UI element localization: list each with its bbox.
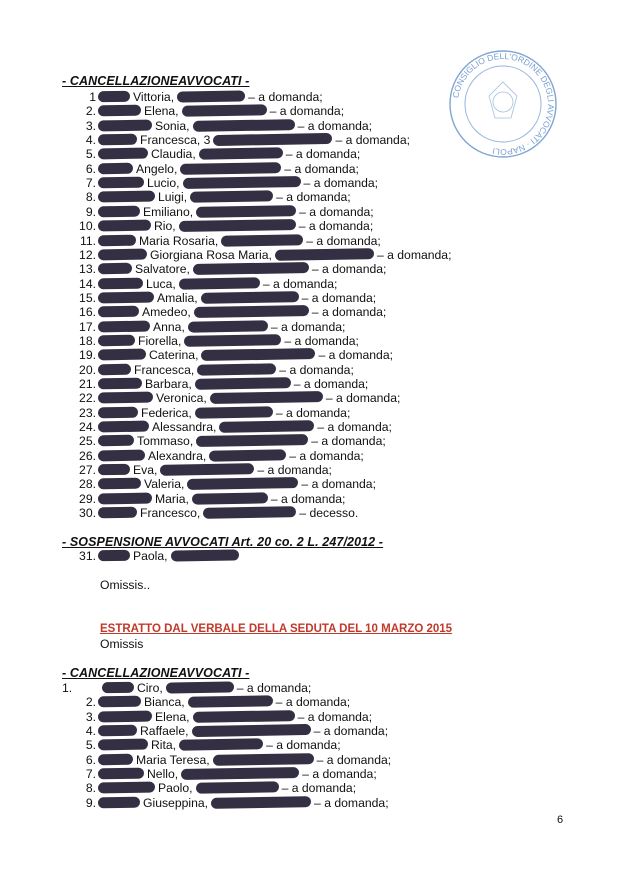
status-text: – a domanda; xyxy=(276,190,351,205)
person-name: Maria Rosaria, xyxy=(139,233,219,248)
redaction-bar xyxy=(98,449,145,461)
redaction-bar xyxy=(197,363,276,375)
list-item xyxy=(62,753,391,767)
redaction-bar xyxy=(98,191,155,203)
list-item xyxy=(62,104,344,118)
redaction-bar xyxy=(194,305,309,318)
list-item xyxy=(62,681,311,695)
person-name: Amedeo, xyxy=(142,305,191,320)
redaction-bar xyxy=(98,220,151,232)
redaction-bar xyxy=(98,739,148,751)
list-item xyxy=(62,377,368,391)
item-number: 23. xyxy=(79,405,96,420)
item-number: 2. xyxy=(85,695,96,710)
status-text: – a domanda; xyxy=(236,681,312,695)
redaction-bar xyxy=(195,406,273,418)
list-item xyxy=(62,305,386,319)
redaction-bar xyxy=(98,320,150,332)
item-number: 6. xyxy=(85,161,96,176)
status-text: – a domanda; xyxy=(279,362,354,377)
status-text: – a domanda; xyxy=(311,305,387,320)
redaction-bar xyxy=(98,710,152,722)
redaction-bar xyxy=(179,219,296,232)
person-name: Anna, xyxy=(153,319,185,334)
person-name: Caterina, xyxy=(149,348,199,363)
item-number: 7. xyxy=(85,767,96,782)
status-text: – a domanda; xyxy=(284,161,359,176)
redaction-bar xyxy=(203,506,296,519)
item-number: 31. xyxy=(79,549,96,563)
redaction-bar xyxy=(177,90,245,102)
person-name: Rita, xyxy=(151,738,177,753)
status-text: – a domanda; xyxy=(257,463,332,478)
redaction-bar xyxy=(98,421,149,433)
person-name: Raffaele, xyxy=(140,724,189,739)
redaction-bar xyxy=(210,391,323,404)
list-item xyxy=(62,190,351,204)
redaction-bar xyxy=(98,134,137,146)
redaction-bar xyxy=(201,348,315,361)
redaction-bar xyxy=(188,696,273,708)
redaction-bar xyxy=(180,162,281,175)
person-name: Barbara, xyxy=(145,377,192,391)
redaction-bar xyxy=(98,696,141,708)
list-item xyxy=(62,549,242,563)
list-item xyxy=(62,449,364,463)
person-name: Ciro, xyxy=(137,681,163,695)
item-number: 4. xyxy=(85,724,96,739)
section-heading-sospensione: - SOSPENSIONE AVVOCATI Art. 20 co. 2 L. 247/2012 - xyxy=(62,535,384,549)
list-item xyxy=(62,162,359,176)
item-number: 1. xyxy=(62,681,73,695)
redaction-bar xyxy=(98,392,153,404)
redaction-bar xyxy=(211,796,311,809)
person-name: Vittoria, xyxy=(133,90,175,104)
redaction-bar xyxy=(213,753,314,766)
redaction-bar xyxy=(195,377,291,390)
item-number: 3. xyxy=(85,709,96,724)
section-heading-cancellazione: - CANCELLAZIONEAVVOCATI - xyxy=(62,74,250,88)
item-number: 5. xyxy=(85,738,96,753)
redaction-bar xyxy=(102,682,134,694)
redaction-bar xyxy=(195,782,278,794)
redaction-bar xyxy=(98,725,137,737)
list-item xyxy=(62,277,337,291)
status-text: – a domanda; xyxy=(306,233,381,248)
redaction-bar xyxy=(98,492,152,504)
redaction-bar xyxy=(98,234,136,246)
person-name: Sonia, xyxy=(155,118,190,133)
redaction-bar xyxy=(192,492,268,504)
redaction-bar xyxy=(182,176,300,189)
status-text: – a domanda; xyxy=(376,247,452,262)
person-name: Amalia, xyxy=(157,290,198,305)
redaction-bar xyxy=(98,406,138,418)
status-text: – a domanda; xyxy=(317,420,392,435)
person-name: Angelo, xyxy=(136,161,178,176)
redaction-bar xyxy=(98,435,134,447)
item-number: 15. xyxy=(79,290,96,305)
person-name: Nello, xyxy=(147,767,179,782)
person-name: Giorgiana Rosa Maria, xyxy=(150,247,272,262)
person-name: Emiliano, xyxy=(143,204,194,219)
extract-omissis: Omissis xyxy=(100,637,144,651)
status-text: – a domanda; xyxy=(335,133,410,148)
person-name: Fiorella, xyxy=(138,333,182,348)
item-number: 6. xyxy=(85,752,96,767)
redaction-bar xyxy=(98,768,144,780)
redaction-bar xyxy=(98,507,137,519)
item-number: 25. xyxy=(79,434,96,449)
list-item xyxy=(62,506,358,520)
person-name: Paola, xyxy=(133,549,168,563)
status-text: – decesso. xyxy=(299,506,359,521)
person-name: Eva, xyxy=(133,463,158,478)
extract-title: ESTRATTO DAL VERBALE DELLA SEDUTA DEL 10 MARZO 2015 xyxy=(100,623,453,635)
status-text: – a domanda; xyxy=(301,290,377,305)
status-text: – a domanda; xyxy=(303,176,379,191)
omissis-text: Omissis.. xyxy=(100,578,151,592)
list-item xyxy=(62,147,360,161)
list-item xyxy=(62,724,388,738)
list-item xyxy=(62,291,376,305)
redaction-bar xyxy=(188,320,268,332)
person-name: Elena, xyxy=(144,104,179,119)
svg-text:CONSIGLIO DELL'ORDINE DEGLI AV: CONSIGLIO DELL'ORDINE DEGLI AVVOCATI · NAPOLI xyxy=(450,50,557,158)
person-name: Valeria, xyxy=(144,477,185,492)
list-item xyxy=(62,406,350,420)
list-item xyxy=(62,420,392,434)
redaction-bar xyxy=(160,463,254,476)
redaction-bar xyxy=(179,277,260,289)
item-number: 8. xyxy=(85,190,96,205)
item-number: 17. xyxy=(79,319,96,334)
status-text: – a domanda; xyxy=(285,147,361,162)
person-name: Claudia, xyxy=(151,147,196,162)
item-number: 21. xyxy=(79,377,96,391)
person-name: Lucio, xyxy=(147,176,180,191)
list-item xyxy=(62,434,386,448)
list-item xyxy=(62,781,356,795)
person-name: Francesca, xyxy=(134,362,195,377)
status-text: – a domanda; xyxy=(289,448,364,463)
list-item xyxy=(62,219,373,233)
redaction-bar xyxy=(201,291,299,304)
item-number: 4. xyxy=(85,133,96,148)
redaction-bar xyxy=(209,449,286,461)
redaction-bar xyxy=(213,133,332,146)
list-item xyxy=(62,119,372,133)
status-text: – a domanda; xyxy=(316,752,392,767)
redaction-bar xyxy=(192,119,294,132)
item-number: 26. xyxy=(79,448,96,463)
person-name: Bianca, xyxy=(144,695,185,710)
item-number: 5. xyxy=(85,147,96,162)
redaction-bar xyxy=(98,363,131,375)
redaction-bar xyxy=(192,710,294,723)
person-name: Rio, xyxy=(154,219,176,234)
redaction-bar xyxy=(191,724,310,737)
list-item xyxy=(62,738,341,752)
status-text: – a domanda; xyxy=(275,405,351,420)
list-item xyxy=(62,477,376,491)
item-number: 19. xyxy=(79,348,96,363)
person-name: Alexandra, xyxy=(148,448,207,463)
item-number: 28. xyxy=(79,477,96,492)
item-number: 9. xyxy=(85,204,96,219)
list-item xyxy=(62,133,410,147)
redaction-bar xyxy=(193,262,309,275)
item-number: 20. xyxy=(79,362,96,377)
item-number: 14. xyxy=(79,276,96,291)
status-text: – a domanda; xyxy=(311,434,386,449)
item-number: 18. xyxy=(79,333,96,348)
list-item xyxy=(62,391,400,405)
item-number: 9. xyxy=(85,795,96,810)
status-text: – a domanda; xyxy=(270,319,346,334)
list-item xyxy=(62,710,372,724)
person-name: Luigi, xyxy=(158,190,188,205)
redaction-bar xyxy=(98,753,133,765)
status-text: – a domanda; xyxy=(297,118,373,133)
list-item xyxy=(62,234,381,248)
item-number: 10. xyxy=(79,219,96,234)
redaction-bar xyxy=(190,191,273,203)
status-text: – a domanda; xyxy=(313,724,389,739)
item-number: 22. xyxy=(79,391,96,406)
redaction-bar xyxy=(98,119,152,131)
item-number: 1 xyxy=(89,90,96,104)
person-name: Francesco, xyxy=(140,506,201,521)
redaction-bar xyxy=(98,148,148,160)
seal-stamp xyxy=(447,48,559,160)
redaction-bar xyxy=(196,205,296,218)
item-number: 11. xyxy=(79,233,96,248)
redaction-bar xyxy=(199,148,283,160)
list-item xyxy=(62,205,374,219)
section-heading-cancellazione-2: - CANCELLAZIONEAVVOCATI - xyxy=(62,666,250,680)
item-number: 12. xyxy=(79,247,96,262)
redaction-bar xyxy=(166,681,234,693)
status-text: – a domanda; xyxy=(311,262,387,277)
item-number: 24. xyxy=(79,420,96,435)
status-text: – a domanda; xyxy=(318,348,393,363)
status-text: – a domanda; xyxy=(284,333,359,348)
person-name: Veronica, xyxy=(156,391,207,406)
person-name: Salvatore, xyxy=(135,262,190,277)
list-item xyxy=(62,796,389,810)
status-text: – a domanda; xyxy=(314,795,389,810)
person-name: Giuseppina, xyxy=(143,795,209,810)
item-number: 3. xyxy=(85,118,96,133)
list-item xyxy=(62,334,359,348)
status-text: – a domanda; xyxy=(275,695,351,710)
list-item xyxy=(62,492,345,506)
item-number: 27. xyxy=(79,463,96,478)
redaction-bar xyxy=(98,378,142,390)
redaction-bar xyxy=(196,434,308,447)
redaction-bar xyxy=(98,263,132,275)
redaction-bar xyxy=(181,767,299,780)
redaction-bar xyxy=(221,234,303,246)
redaction-bar xyxy=(98,162,133,174)
list-item xyxy=(62,248,451,262)
status-text: – a domanda; xyxy=(299,204,374,219)
item-number: 7. xyxy=(85,176,96,191)
person-name: Luca, xyxy=(146,276,176,291)
status-text: – a domanda; xyxy=(281,781,357,796)
status-text: – a domanda; xyxy=(301,477,376,492)
redaction-bar xyxy=(98,464,130,476)
redaction-bar xyxy=(98,335,135,347)
person-name: Alessandra, xyxy=(152,420,217,435)
status-text: – a domanda; xyxy=(262,276,338,291)
person-name: Maria, xyxy=(155,491,189,506)
redaction-bar xyxy=(98,550,130,562)
item-number: 2. xyxy=(85,104,96,119)
person-name: Maria Teresa, xyxy=(136,752,210,767)
redaction-bar xyxy=(98,91,130,103)
redaction-bar xyxy=(98,478,141,490)
status-text: – a domanda; xyxy=(298,219,374,234)
redaction-bar xyxy=(98,796,140,808)
redaction-bar xyxy=(98,248,147,260)
item-number: 29. xyxy=(79,491,96,506)
status-text: – a domanda; xyxy=(270,491,346,506)
item-number: 13. xyxy=(79,262,96,277)
list-item xyxy=(62,320,345,334)
list-item xyxy=(62,176,378,190)
page-number: 6 xyxy=(557,814,564,826)
person-name: Francesca, 3 xyxy=(140,133,211,148)
person-name: Paolo, xyxy=(158,781,193,796)
item-number: 8. xyxy=(85,781,96,796)
person-name: Elena, xyxy=(155,709,190,724)
status-text: – a domanda; xyxy=(269,104,345,119)
list-item xyxy=(62,767,377,781)
list-item xyxy=(62,262,386,276)
item-number: 16. xyxy=(79,305,96,320)
redaction-bar xyxy=(98,205,140,217)
redaction-bar xyxy=(98,306,139,318)
list-item xyxy=(62,463,332,477)
status-text: – a domanda; xyxy=(297,709,373,724)
status-text: – a domanda; xyxy=(302,767,377,782)
redaction-bar xyxy=(275,248,374,261)
status-text: – a domanda; xyxy=(293,377,369,391)
redaction-bar xyxy=(179,739,263,751)
redaction-bar xyxy=(184,334,281,347)
person-name: Federica, xyxy=(141,405,192,420)
redaction-bar xyxy=(98,105,141,117)
redaction-bar xyxy=(98,349,146,361)
list-item xyxy=(62,695,350,709)
person-name: Tommaso, xyxy=(137,434,194,449)
redaction-bar xyxy=(181,105,266,117)
item-number: 30. xyxy=(79,506,96,521)
status-text: – a domanda; xyxy=(248,90,323,104)
list-item xyxy=(62,363,354,377)
redaction-bar xyxy=(219,420,314,433)
redaction-bar xyxy=(187,477,298,490)
redaction-bar xyxy=(98,177,144,189)
redaction-bar xyxy=(98,277,143,289)
redaction-bar xyxy=(98,291,154,303)
status-text: – a domanda; xyxy=(325,391,401,406)
list-item xyxy=(62,90,323,104)
status-text: – a domanda; xyxy=(266,738,341,753)
redaction-bar xyxy=(98,782,155,794)
redaction-bar xyxy=(170,549,238,561)
list-item xyxy=(62,348,393,362)
